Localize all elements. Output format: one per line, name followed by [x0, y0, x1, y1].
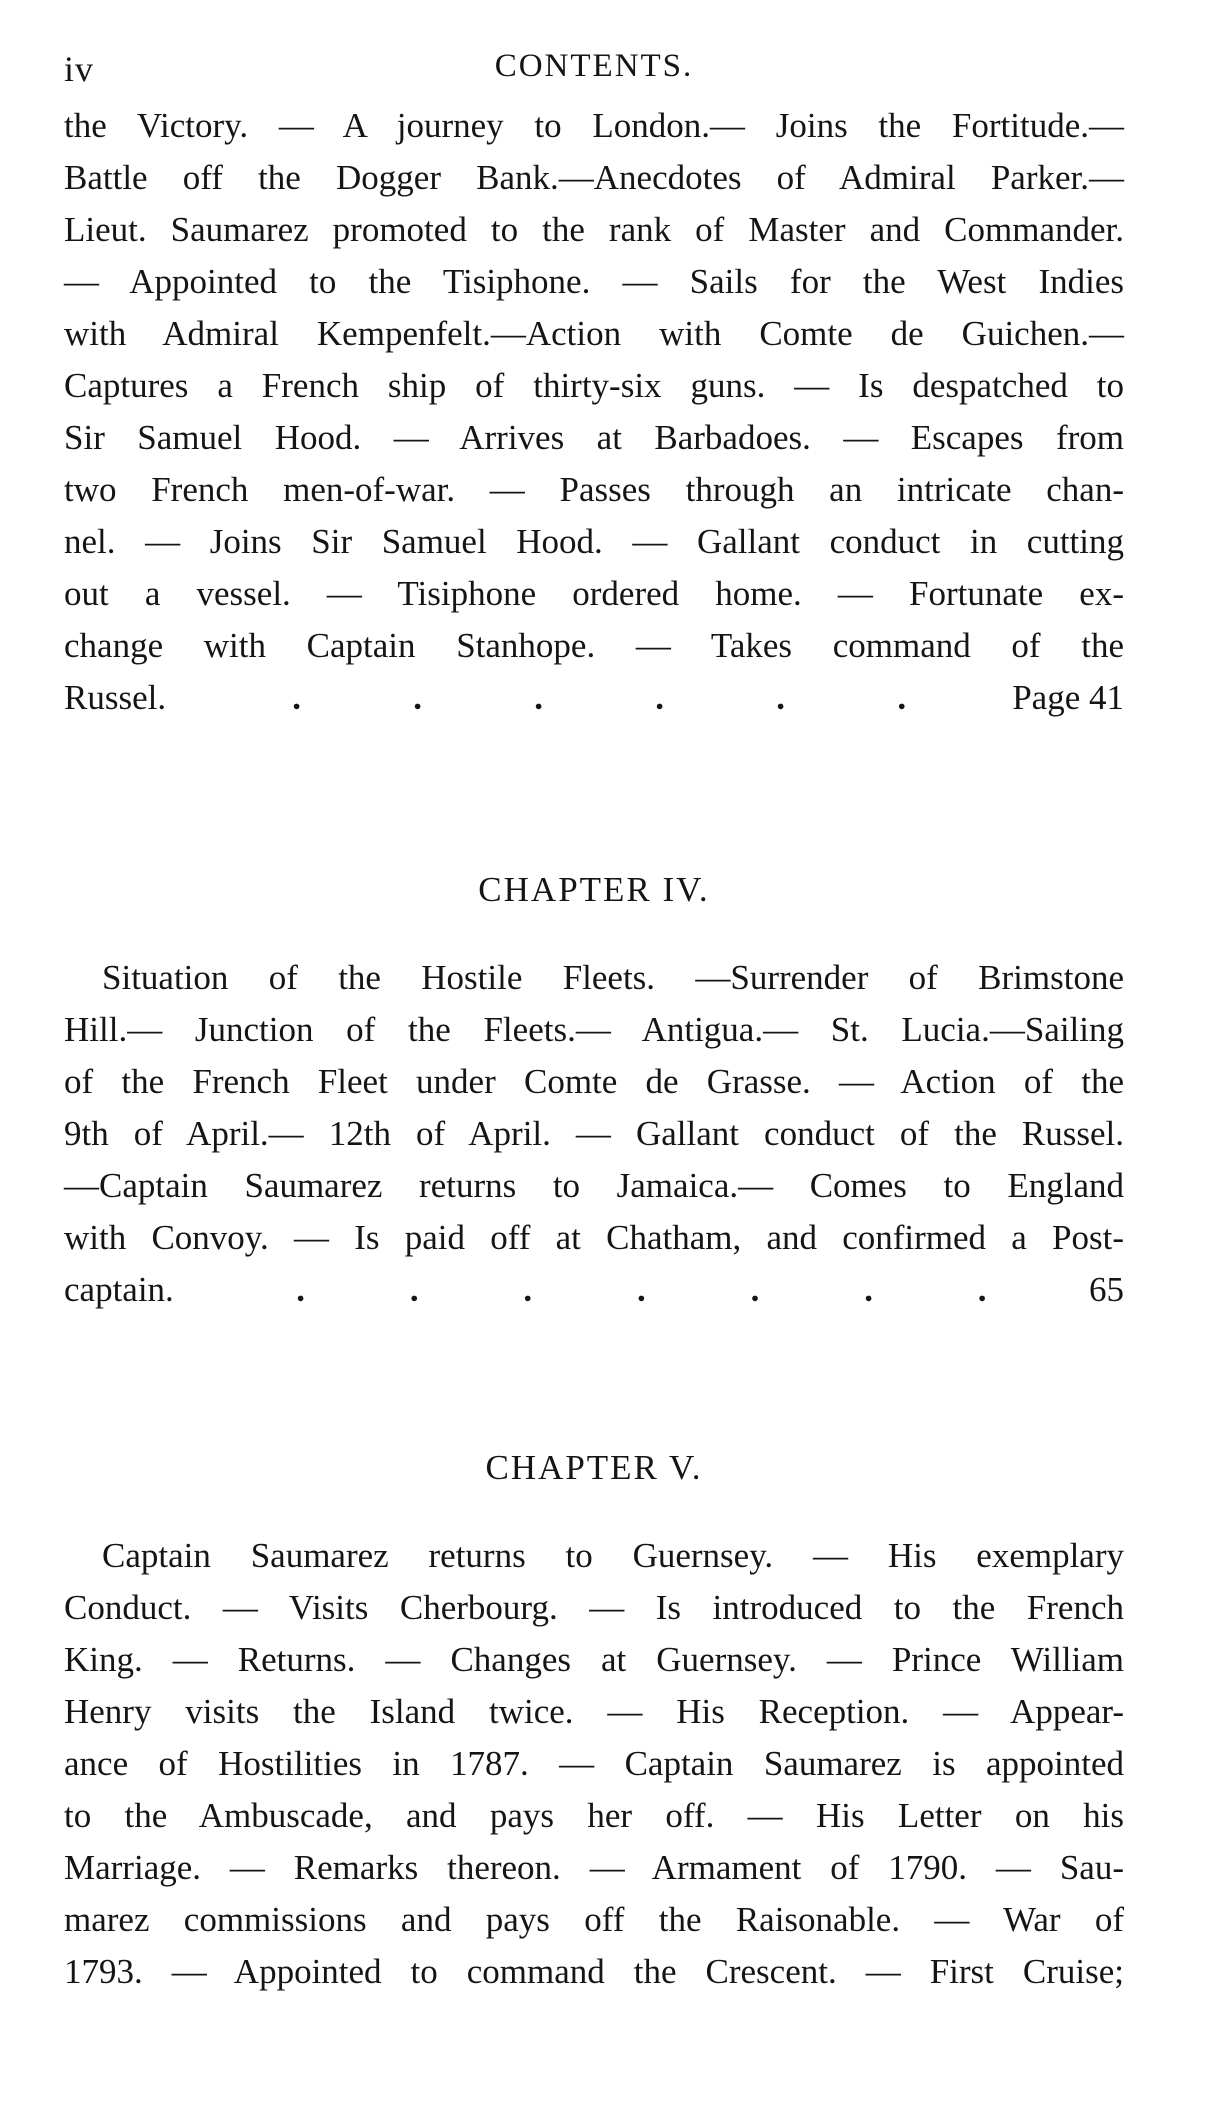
page-number: Page 41 [1012, 678, 1124, 717]
dot-leader: . . . . . . . [296, 1270, 987, 1309]
chapter-heading: CHAPTER IV. [478, 870, 710, 909]
synopsis-line: with Admiral Kempenfelt.—Action with Comte de Guichen.— [64, 314, 1124, 353]
running-head [64, 48, 1124, 98]
page-folio: iv [64, 49, 95, 89]
synopsis-line: with Convoy. — Is paid off at Chatham, and confirmed a Post- [64, 1218, 1124, 1257]
synopsis-last-line: Russel. [64, 678, 167, 717]
synopsis-line: the Victory. — A journey to London.— Joins the Fortitude.— [64, 106, 1124, 145]
running-head-title: CONTENTS. [494, 48, 694, 84]
synopsis-line: King. — Returns. — Changes at Guernsey. — Prince William [64, 1640, 1124, 1679]
synopsis-line: Captain Saumarez returns to Guernsey. — His exemplary [102, 1536, 1124, 1575]
continued-synopsis [64, 100, 1124, 724]
synopsis-line: Lieut. Saumarez promoted to the rank of Master and Commander. [64, 210, 1124, 249]
synopsis-line: Situation of the Hostile Fleets. —Surrender of Brimstone [102, 958, 1124, 997]
synopsis-line: Henry visits the Island twice. — His Reception. — Appear- [64, 1692, 1124, 1731]
synopsis-line: Marriage. — Remarks thereon. — Armament of 1790. — Sau- [64, 1848, 1124, 1887]
chapter-4-synopsis [64, 952, 1124, 1316]
synopsis-line: change with Captain Stanhope. — Takes command of the [64, 626, 1124, 665]
synopsis-line: Captures a French ship of thirty-six guns. — Is despatched to [64, 366, 1124, 405]
synopsis-line: 9th of April.— 12th of April. — Gallant conduct of the Russel. [64, 1114, 1124, 1153]
synopsis-line: Hill.— Junction of the Fleets.— Antigua.— St. Lucia.—Sailing [64, 1010, 1124, 1049]
page-reference-line [64, 672, 1124, 724]
synopsis-line: 1793. — Appointed to command the Crescent. — First Cruise; [64, 1952, 1124, 1991]
synopsis-last-line: captain. [64, 1270, 174, 1309]
dot-leader: . . . . . . [292, 678, 907, 717]
synopsis-line: ance of Hostilities in 1787. — Captain Saumarez is appointed [64, 1744, 1124, 1783]
synopsis-line: Conduct. — Visits Cherbourg. — Is introduced to the French [64, 1588, 1124, 1627]
synopsis-line: —Captain Saumarez returns to Jamaica.— Comes to England [64, 1166, 1124, 1205]
page-reference-line [64, 1264, 1124, 1316]
page-number: 65 [1089, 1270, 1124, 1309]
synopsis-line: Sir Samuel Hood. — Arrives at Barbadoes. — Escapes from [64, 418, 1124, 457]
synopsis-line: out a vessel. — Tisiphone ordered home. — Fortunate ex- [64, 574, 1124, 613]
synopsis-line: — Appointed to the Tisiphone. — Sails for the West Indies [64, 262, 1124, 301]
synopsis-line: two French men-of-war. — Passes through an intricate chan- [64, 470, 1124, 509]
synopsis-line: to the Ambuscade, and pays her off. — His Letter on his [64, 1796, 1124, 1835]
synopsis-line: marez commissions and pays off the Raisonable. — War of [64, 1900, 1124, 1939]
synopsis-line: nel. — Joins Sir Samuel Hood. — Gallant conduct in cutting [64, 522, 1124, 561]
chapter-heading: CHAPTER V. [485, 1448, 703, 1487]
synopsis-line: of the French Fleet under Comte de Grasse. — Action of the [64, 1062, 1124, 1101]
synopsis-line: Battle off the Dogger Bank.—Anecdotes of Admiral Parker.— [64, 158, 1124, 197]
chapter-5-synopsis [64, 1530, 1124, 1998]
